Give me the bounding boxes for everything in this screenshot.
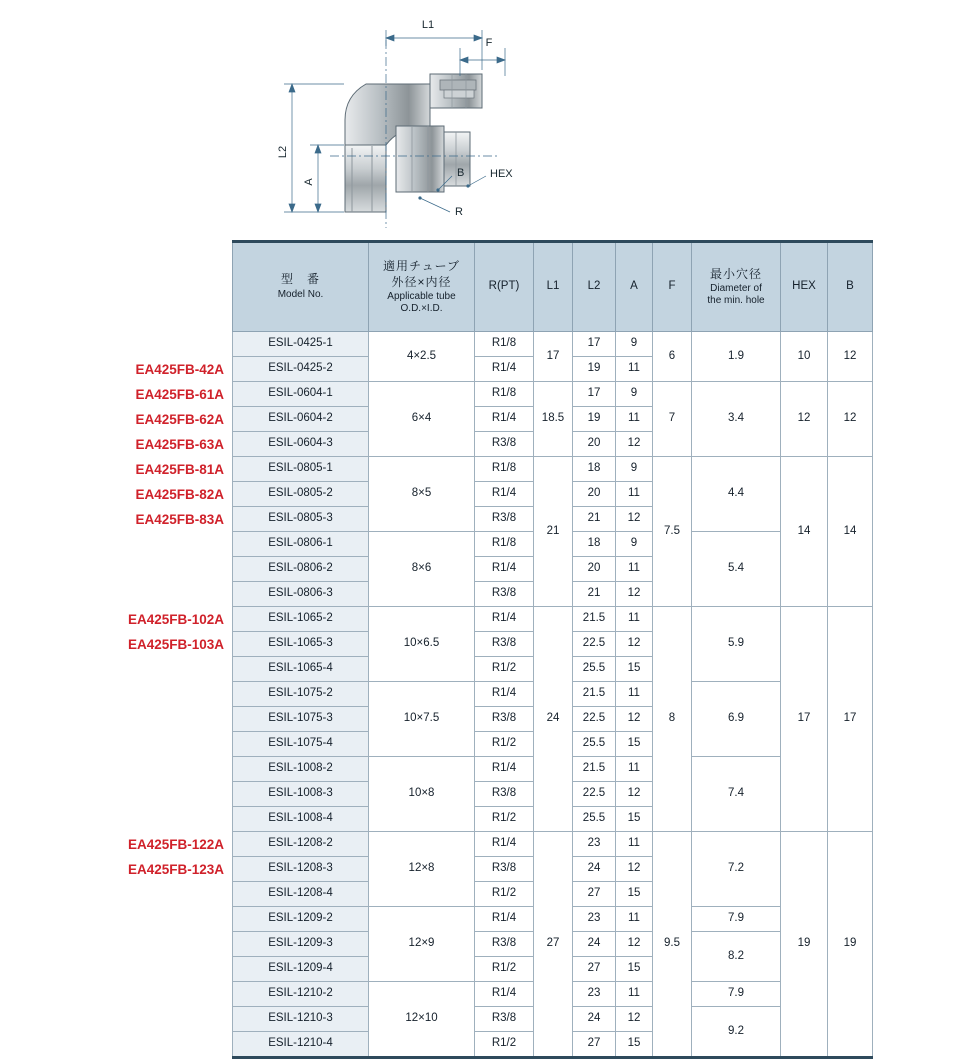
cell-f: 7.5: [653, 457, 692, 607]
cell-rpt: R3/8: [475, 432, 534, 457]
cell-a: 12: [616, 432, 653, 457]
header-hole-en1: Diameter of: [710, 283, 762, 295]
cell-a: 11: [616, 757, 653, 782]
reference-code: [0, 532, 232, 557]
table-row: [233, 332, 873, 357]
cell-model: ESIL-0604-2: [233, 407, 369, 432]
reference-code: [0, 807, 232, 832]
reference-code: EA425FB-123A: [127, 861, 224, 877]
cell-l2: 21.5: [573, 682, 616, 707]
cell-a: 15: [616, 882, 653, 907]
cell-model: ESIL-1008-3: [233, 782, 369, 807]
table-header-row: [233, 242, 873, 332]
cell-rpt: R1/2: [475, 732, 534, 757]
label-r: R: [455, 206, 463, 218]
cell-a: 11: [616, 357, 653, 382]
cell-model: ESIL-1065-4: [233, 657, 369, 682]
header-hole-en2: the min. hole: [707, 294, 765, 306]
cell-rpt: R1/4: [475, 982, 534, 1007]
cell-min-hole: 8.2: [692, 932, 781, 982]
cell-l2: 27: [573, 882, 616, 907]
cell-rpt: R1/4: [475, 557, 534, 582]
cell-a: 11: [616, 682, 653, 707]
cell-l2: 22.5: [573, 707, 616, 732]
cell-l2: 20: [573, 557, 616, 582]
cell-model: ESIL-1075-2: [233, 682, 369, 707]
cell-l2: 19: [573, 357, 616, 382]
cell-a: 11: [616, 907, 653, 932]
cell-tube: 12×9: [369, 907, 475, 982]
cell-rpt: R1/4: [475, 832, 534, 857]
cell-min-hole: 7.2: [692, 832, 781, 907]
cell-a: 15: [616, 732, 653, 757]
cell-tube: 10×8: [369, 757, 475, 832]
label-l1-top: L1: [421, 19, 435, 31]
cell-l2: 25.5: [573, 657, 616, 682]
reference-code: [0, 882, 232, 907]
cell-model: ESIL-1210-4: [233, 1032, 369, 1058]
cell-rpt: R1/4: [475, 607, 534, 632]
table-body: [233, 332, 873, 1058]
reference-code: [0, 782, 232, 807]
cell-rpt: R3/8: [475, 857, 534, 882]
cell-tube: 6×4: [369, 382, 475, 457]
label-b: B: [457, 167, 465, 179]
cell-hex: 10: [781, 332, 828, 382]
cell-a: 11: [616, 557, 653, 582]
table-head: [233, 242, 873, 332]
cell-model: ESIL-0425-1: [233, 332, 369, 357]
specification-table: [232, 240, 873, 1059]
cell-a: 15: [616, 957, 653, 982]
cell-rpt: R3/8: [475, 632, 534, 657]
cell-l2: 20: [573, 482, 616, 507]
cell-model: ESIL-0425-2: [233, 357, 369, 382]
header-tube-jp1: 適用チューブ: [382, 258, 461, 273]
cell-rpt: R1/2: [475, 882, 534, 907]
reference-code: [0, 1007, 232, 1032]
cell-b: 12: [828, 332, 873, 382]
label-a: A: [303, 178, 315, 186]
cell-b: 12: [828, 382, 873, 457]
cell-a: 12: [616, 632, 653, 657]
reference-code: EA425FB-83A: [135, 511, 224, 527]
cell-model: ESIL-1209-4: [233, 957, 369, 982]
cell-model: ESIL-1075-3: [233, 707, 369, 732]
reference-code: EA425FB-62A: [135, 411, 224, 427]
table-row: [233, 382, 873, 407]
cell-tube: 12×8: [369, 832, 475, 907]
cell-rpt: R1/8: [475, 382, 534, 407]
reference-code: [0, 957, 232, 982]
cell-l2: 21: [573, 507, 616, 532]
cell-model: ESIL-1208-2: [233, 832, 369, 857]
cell-l2: 18: [573, 532, 616, 557]
cell-a: 15: [616, 807, 653, 832]
cell-rpt: R1/4: [475, 357, 534, 382]
cell-f: 7: [653, 382, 692, 457]
cell-l2: 17: [573, 382, 616, 407]
cell-model: ESIL-0805-3: [233, 507, 369, 532]
cell-min-hole: 1.9: [692, 332, 781, 382]
reference-code: EA425FB-122A: [127, 836, 224, 852]
cell-model: ESIL-1208-4: [233, 882, 369, 907]
cell-rpt: R3/8: [475, 782, 534, 807]
fitting-arm: [396, 126, 470, 192]
header-a: A: [616, 242, 653, 332]
cell-l2: 21.5: [573, 757, 616, 782]
cell-rpt: R3/8: [475, 707, 534, 732]
tube-port: [430, 74, 482, 108]
header-f: F: [653, 242, 692, 332]
reference-code: EA425FB-42A: [135, 361, 224, 377]
reference-code: EA425FB-102A: [127, 611, 224, 627]
cell-a: 15: [616, 1032, 653, 1058]
header-hole-jp: 最小穴径: [709, 266, 762, 281]
cell-model: ESIL-0805-1: [233, 457, 369, 482]
reference-code: EA425FB-63A: [135, 436, 224, 452]
cell-l1: 17: [534, 332, 573, 382]
cell-rpt: R1/8: [475, 532, 534, 557]
cell-l2: 27: [573, 1032, 616, 1058]
cell-model: ESIL-1065-3: [233, 632, 369, 657]
cell-model: ESIL-0604-1: [233, 382, 369, 407]
cell-tube: 10×6.5: [369, 607, 475, 682]
cell-min-hole: 7.9: [692, 907, 781, 932]
reference-code: [0, 657, 232, 682]
cell-l2: 17: [573, 332, 616, 357]
cell-f: 8: [653, 607, 692, 832]
reference-code: [0, 932, 232, 957]
cell-min-hole: 5.9: [692, 607, 781, 682]
cell-a: 11: [616, 607, 653, 632]
header-hex: HEX: [781, 242, 828, 332]
cell-model: ESIL-1209-2: [233, 907, 369, 932]
header-model: [233, 242, 369, 332]
cell-rpt: R3/8: [475, 932, 534, 957]
cell-hex: 17: [781, 607, 828, 832]
cell-f: 9.5: [653, 832, 692, 1058]
header-l1: L1: [534, 242, 573, 332]
cell-model: ESIL-0604-3: [233, 432, 369, 457]
reference-code: EA425FB-82A: [135, 486, 224, 502]
cell-min-hole: 3.4: [692, 382, 781, 457]
cell-model: ESIL-1208-3: [233, 857, 369, 882]
technical-drawing: [0, 0, 977, 235]
cell-l2: 23: [573, 907, 616, 932]
cell-model: ESIL-0806-1: [233, 532, 369, 557]
header-tube-jp2: 外径×内径: [391, 274, 452, 289]
cell-rpt: R1/8: [475, 457, 534, 482]
cell-rpt: R1/4: [475, 682, 534, 707]
header-b: B: [828, 242, 873, 332]
reference-code: [0, 757, 232, 782]
cell-rpt: R1/4: [475, 482, 534, 507]
header-l2: L2: [573, 242, 616, 332]
header-tube: [369, 242, 475, 332]
reference-code: [0, 907, 232, 932]
cell-rpt: R3/8: [475, 582, 534, 607]
cell-rpt: R1/4: [475, 407, 534, 432]
cell-model: ESIL-1008-4: [233, 807, 369, 832]
label-hex: HEX: [490, 168, 513, 180]
cell-rpt: R3/8: [475, 1007, 534, 1032]
cell-l2: 20: [573, 432, 616, 457]
cell-rpt: R3/8: [475, 507, 534, 532]
cell-l2: 18: [573, 457, 616, 482]
header-rpt: R(PT): [475, 242, 534, 332]
cell-l1: 21: [534, 457, 573, 607]
cell-a: 9: [616, 382, 653, 407]
cell-min-hole: 7.9: [692, 982, 781, 1007]
cell-f: 6: [653, 332, 692, 382]
cell-l2: 23: [573, 832, 616, 857]
reference-code: [0, 707, 232, 732]
cell-a: 12: [616, 707, 653, 732]
cell-model: ESIL-1209-3: [233, 932, 369, 957]
header-tube-en1: Applicable tube: [387, 291, 456, 303]
cell-model: ESIL-1210-2: [233, 982, 369, 1007]
cell-l1: 18.5: [534, 382, 573, 457]
cell-model: ESIL-1075-4: [233, 732, 369, 757]
cell-rpt: R1/4: [475, 757, 534, 782]
cell-rpt: R1/2: [475, 957, 534, 982]
header-hole: [692, 242, 781, 332]
cell-tube: 10×7.5: [369, 682, 475, 757]
reference-code-column: [0, 240, 232, 966]
table-row: [233, 832, 873, 857]
cell-hex: 19: [781, 832, 828, 1058]
cell-a: 11: [616, 982, 653, 1007]
cell-l1: 27: [534, 832, 573, 1058]
cell-model: ESIL-0806-2: [233, 557, 369, 582]
cell-min-hole: 4.4: [692, 457, 781, 532]
cell-hex: 12: [781, 382, 828, 457]
cell-l1: 24: [534, 607, 573, 832]
cell-model: ESIL-0806-3: [233, 582, 369, 607]
table-row: [233, 607, 873, 632]
cell-tube: 8×5: [369, 457, 475, 532]
cell-b: 19: [828, 832, 873, 1058]
elbow-fitting-drawing: [0, 0, 977, 235]
cell-min-hole: 6.9: [692, 682, 781, 757]
reference-code: EA425FB-103A: [127, 636, 224, 652]
reference-code: [0, 1032, 232, 1058]
reference-code: [0, 732, 232, 757]
cell-l2: 19: [573, 407, 616, 432]
cell-l2: 27: [573, 957, 616, 982]
cell-l2: 25.5: [573, 807, 616, 832]
cell-a: 12: [616, 582, 653, 607]
cell-model: ESIL-1065-2: [233, 607, 369, 632]
header-tube-en2: O.D.×I.D.: [400, 302, 443, 314]
cell-l2: 24: [573, 932, 616, 957]
cell-a: 11: [616, 407, 653, 432]
cell-l2: 22.5: [573, 782, 616, 807]
label-f: F: [485, 37, 493, 49]
cell-a: 12: [616, 857, 653, 882]
cell-l2: 21.5: [573, 607, 616, 632]
label-l2: L2: [277, 145, 289, 159]
cell-min-hole: 5.4: [692, 532, 781, 607]
reference-code: [0, 332, 232, 357]
reference-code: [0, 982, 232, 1007]
cell-model: ESIL-0805-2: [233, 482, 369, 507]
cell-a: 9: [616, 332, 653, 357]
cell-tube: 12×10: [369, 982, 475, 1058]
reference-code: [0, 582, 232, 607]
cell-b: 14: [828, 457, 873, 607]
cell-tube: 8×6: [369, 532, 475, 607]
cell-a: 11: [616, 482, 653, 507]
cell-rpt: R1/2: [475, 1032, 534, 1058]
cell-l2: 21: [573, 582, 616, 607]
cell-l2: 24: [573, 857, 616, 882]
cell-a: 9: [616, 457, 653, 482]
reference-code: [0, 557, 232, 582]
cell-tube: 4×2.5: [369, 332, 475, 382]
cell-min-hole: 7.4: [692, 757, 781, 832]
cell-rpt: R1/4: [475, 907, 534, 932]
cell-a: 9: [616, 532, 653, 557]
cell-rpt: R1/2: [475, 657, 534, 682]
cell-min-hole: 9.2: [692, 1007, 781, 1058]
cell-model: ESIL-1210-3: [233, 1007, 369, 1032]
cell-a: 12: [616, 782, 653, 807]
cell-l2: 22.5: [573, 632, 616, 657]
cell-model: ESIL-1008-2: [233, 757, 369, 782]
cell-a: 11: [616, 832, 653, 857]
cell-a: 15: [616, 657, 653, 682]
cell-l2: 23: [573, 982, 616, 1007]
specification-table-wrap: [232, 240, 864, 1059]
reference-code: [0, 682, 232, 707]
table-row: [233, 457, 873, 482]
reference-code: EA425FB-81A: [135, 461, 224, 477]
reference-code: EA425FB-61A: [135, 386, 224, 402]
cell-hex: 14: [781, 457, 828, 607]
cell-a: 12: [616, 507, 653, 532]
cell-b: 17: [828, 607, 873, 832]
cell-l2: 25.5: [573, 732, 616, 757]
header-model-en: Model No.: [277, 289, 324, 301]
cell-l2: 24: [573, 1007, 616, 1032]
cell-a: 12: [616, 1007, 653, 1032]
cell-rpt: R1/8: [475, 332, 534, 357]
header-model-jp: 型 番: [280, 272, 320, 287]
cell-a: 12: [616, 932, 653, 957]
cell-rpt: R1/2: [475, 807, 534, 832]
